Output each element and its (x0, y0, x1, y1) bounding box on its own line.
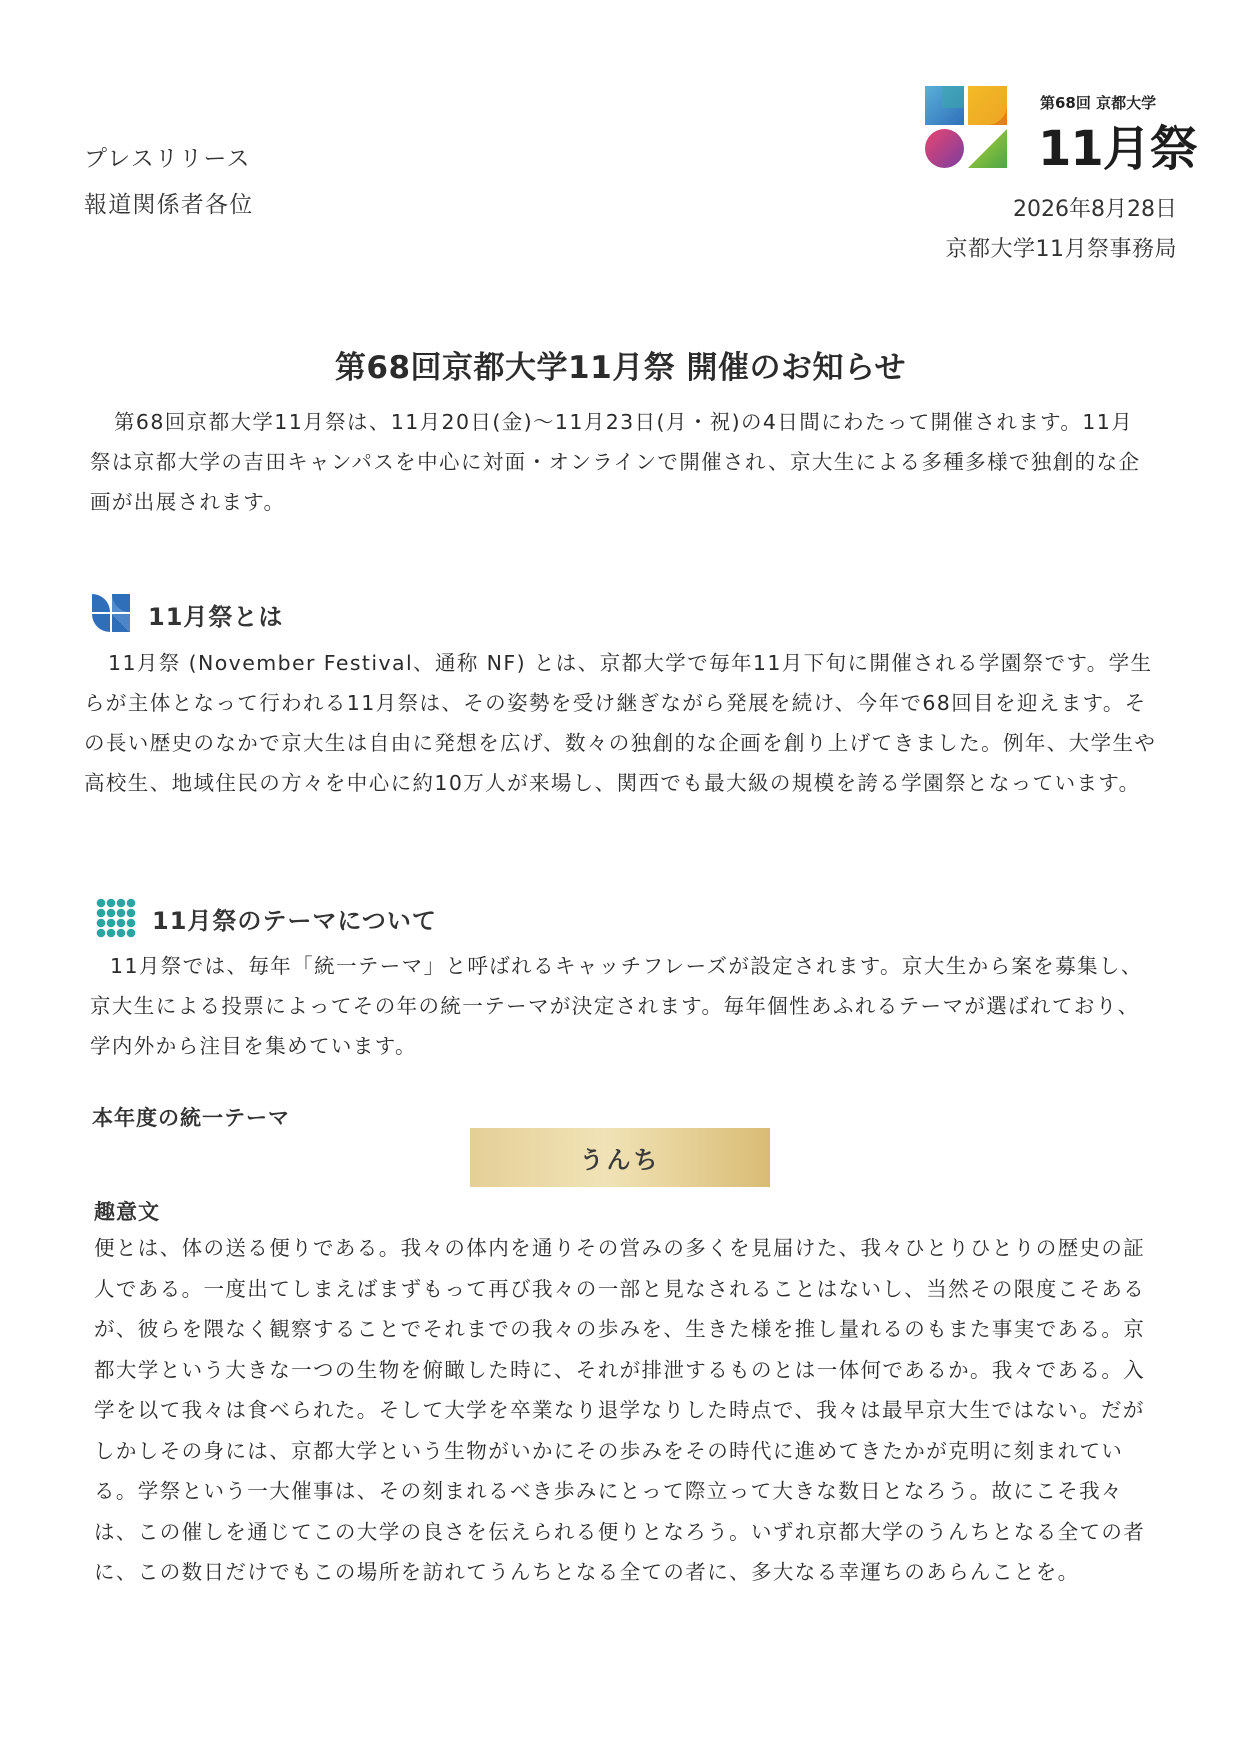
addressee-label: 報道関係者各位 (84, 192, 254, 218)
section-heading-theme (96, 898, 437, 938)
purpose-label: 趣意文 (94, 1200, 160, 1224)
theme-description-paragraph: 11月祭では、毎年「統一テーマ」と呼ばれるキャッチフレーズが設定されます。京大生から案を募集し、京大生による投票によってその年の統一テーマが決定されます。毎年個性あふれるテーマが選ばれており、学内外から注目を集めています。 (90, 954, 1143, 1058)
issue-date: 2026年8月28日 (1013, 197, 1177, 222)
logo-subtitle: 第68回 京都大学 (1040, 94, 1157, 112)
section-heading-label: 11月祭のテーマについて (152, 906, 437, 935)
section-heading-about (92, 594, 283, 634)
about-paragraph: 11月祭 (November Festival、通称 NF) とは、京都大学で毎年11月下旬に開催される学園祭です。学生らが主体となって行われる11月祭は、その姿勢を受け継ぎながら発展を続け、今年で68回目を迎えます。その長い歴史のなかで京大生は自由に発想を広げ、数々の独創的な企画を創り上げてきました。例年、大学生や高校生、地域住民の方々を中心に約10万人が来場し、関西でも最大級の規模を誇る学園祭となっています。 (84, 651, 1157, 795)
purpose-paragraph: 便とは、体の送る便りである。我々の体内を通りその営みの多くを見届けた、我々ひとりひとりの歴史の証人である。一度出てしまえばまずもって再び我々の一部と見なされることはないし、当然その限度こそあるが、彼らを隈なく観察することでそれまでの我々の歩みを、生きた様を推し量れるのもまた事実である。京都大学という大きな一つの生物を俯瞰した時に、それが排泄するものとは一体何であるか。我々である。入学を以て我々は食べられた。そして大学を卒業なり退学なりした時点で、我々は最早京大生ではない。だがしかしその身には、京都大学という生物がいかにその歩みをその時代に進めてきたかが克明に刻まれている。学祭という一大催事は、その刻まれるべき歩みにとって際立って大きな数日となろう。故にこそ我々は、この催しを通じてこの大学の良さを伝えられる便りとなろう。いずれ京都大学のうんちとなる全ての者に、この数日だけでもこの場所を訪れてうんちとなる全ての者に、多大なる幸運ちのあらんことを。 (94, 1236, 1146, 1584)
festival-logo-icon (925, 86, 1007, 168)
theme-label: 本年度の統一テーマ (92, 1106, 290, 1130)
blue-shapes-icon (92, 594, 132, 634)
logo-title: 11月祭 (1038, 121, 1197, 177)
section-heading-label: 11月祭とは (148, 602, 284, 631)
theme-banner (470, 1128, 770, 1187)
page-title: 第68回京都大学11月祭 開催のお知らせ (334, 350, 907, 386)
press-release-label: プレスリリース (84, 146, 251, 172)
intro-paragraph: 第68回京都大学11月祭は、11月20日(金)〜11月23日(月・祝)の4日間にわたって開催されます。11月祭は京都大学の吉田キャンパスを中心に対面・オンラインで開催され、京大生による多種多様で独創的な企画が出展されます。 (90, 410, 1141, 514)
teal-dots-icon (96, 898, 136, 938)
theme-value: うんち (579, 1146, 661, 1174)
issuer: 京都大学11月祭事務局 (945, 237, 1177, 262)
